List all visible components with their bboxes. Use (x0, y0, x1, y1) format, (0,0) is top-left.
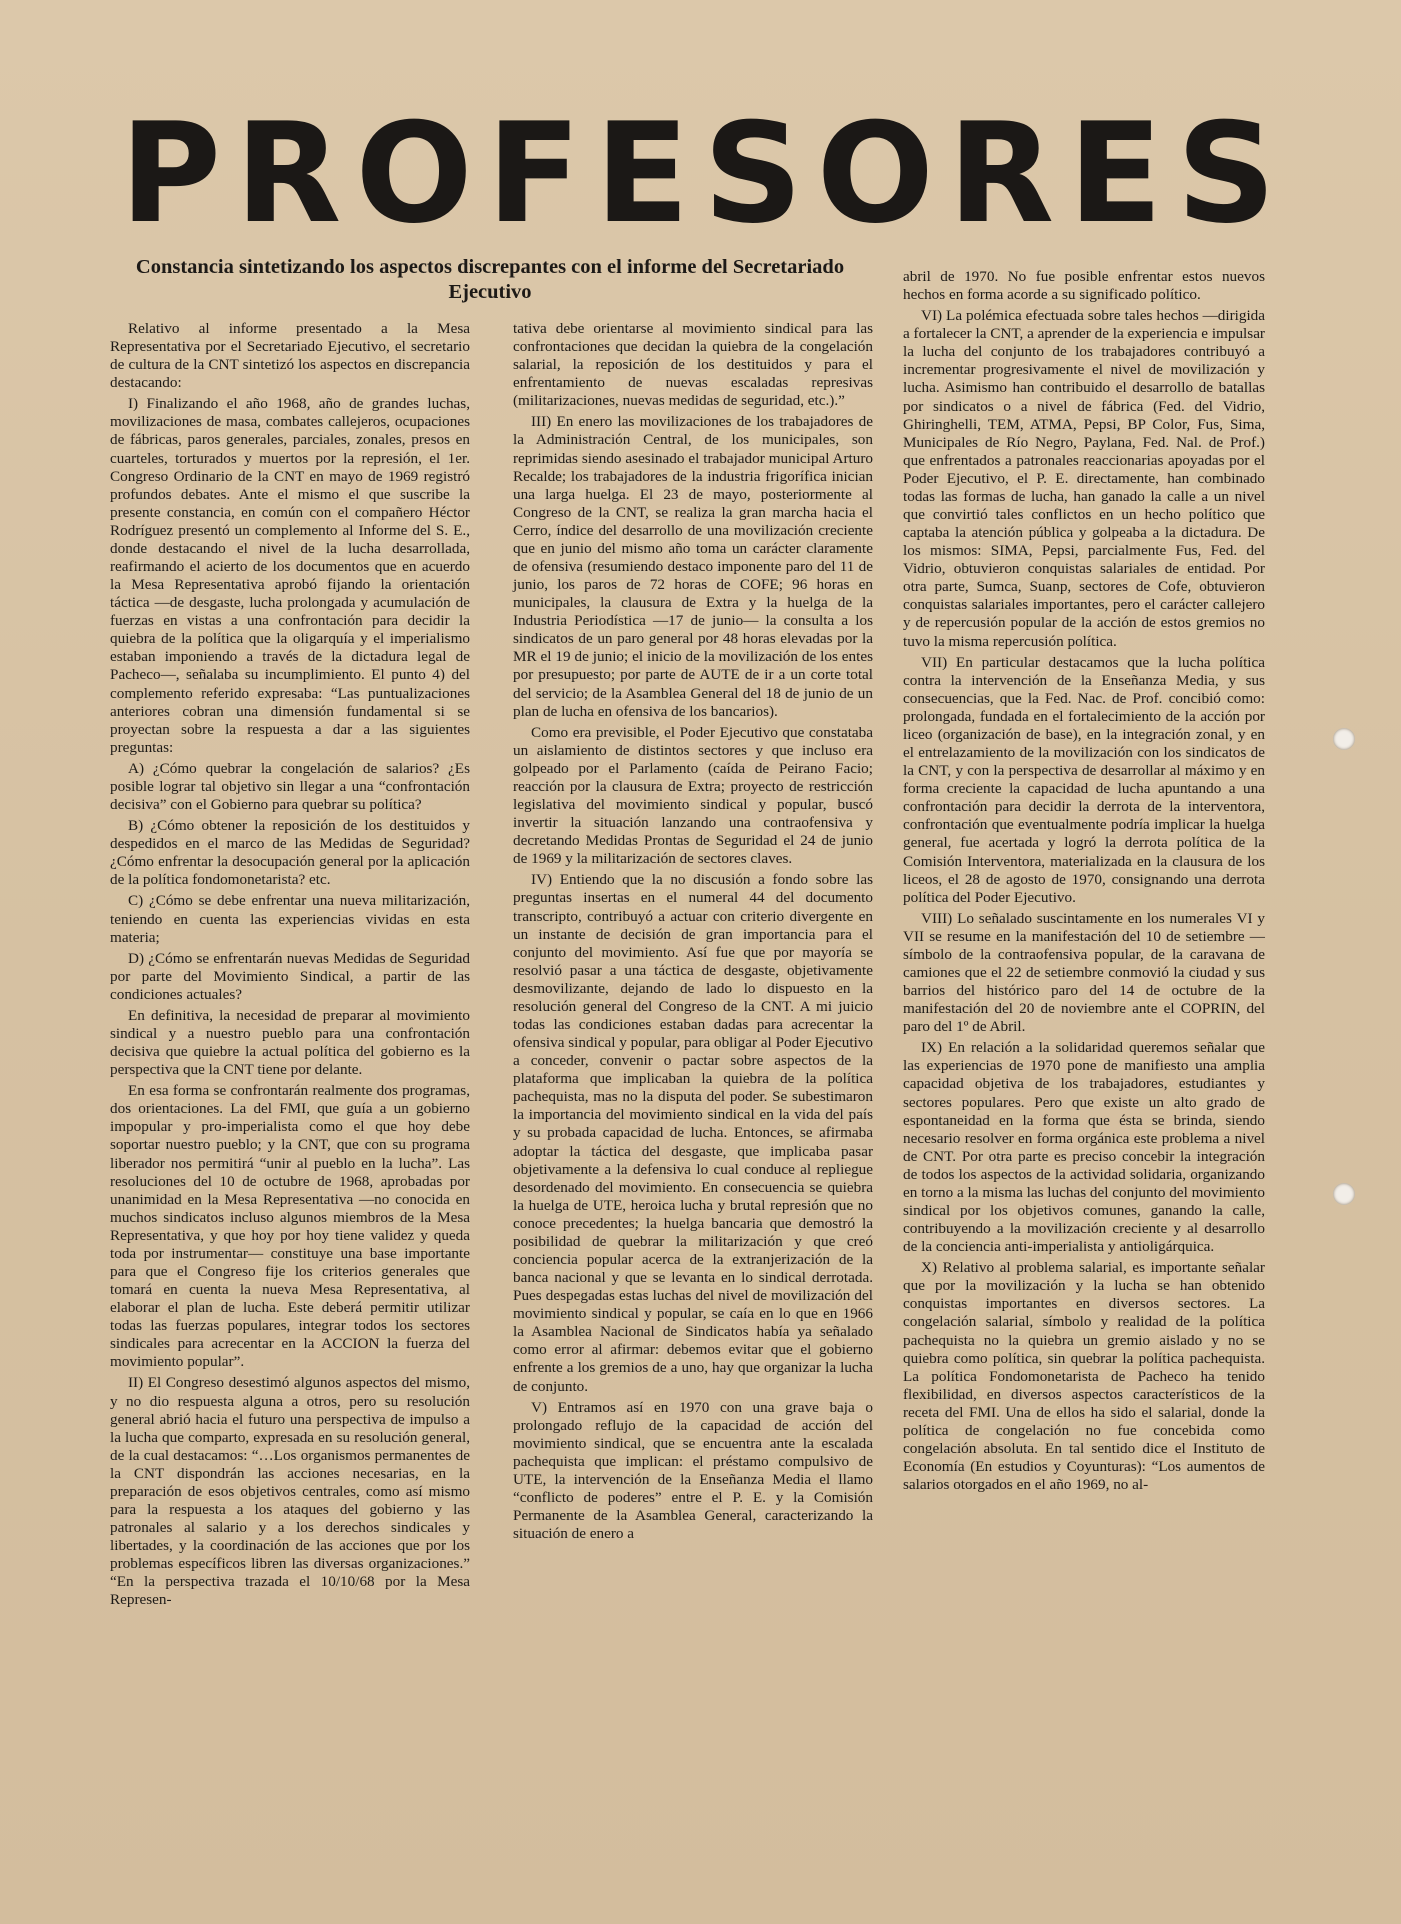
column-3 (903, 268, 1265, 1497)
column-2 (513, 320, 873, 1546)
paragraph: X) Relativo al problema salarial, es importante señalar que por la movilización y la lucha se han obtenido conquistas importantes en diversos sectores. La congelación salarial, símbolo y realidad de la política pachequista no la quiebra un gremio aislado y no se quiebra como política, sin quebrar la política pachequista. La política Fondomonetarista de Pacheco ha tenido flexibilidad, en diversos aspectos característicos de la receta del FMI. Una de ellos ha sido el salarial, donde la política de congelación no fue concebida como congelación absoluta. En tal sentido dice el Instituto de Economía (En estudios y Coyunturas): “Los aumentos de salarios otorgados en el año 1969, no al- (903, 1259, 1265, 1494)
paragraph: Como era previsible, el Poder Ejecutivo que constataba un aislamiento de distintos sectores y que incluso era golpeado por el Parlamento (caída de Peirano Facio; reacción por la clausura de Extra; proyecto de restricción legislativa del movimiento sindical y popular, buscó invertir la situación lanzando una contraofensiva y decretando Medidas Prontas de Seguridad el 24 de junio de 1969 y la militarización de sectores claves. (513, 723, 873, 868)
masthead-title: PROFESORES (120, 93, 1290, 254)
paragraph: II) El Congreso desestimó algunos aspectos del mismo, y no dio respuesta alguna a otros, pero su resolución general abrió hacia el futuro una perspectiva de impulso a la lucha que comparto, expresada en su resolución general, de la cual destacamos: “…Los organismos permanentes de la CNT dispondrán las acciones necesarias, en la preparación de esos objetivos centrales, como así mismo para la respuesta a los ataques del gobierno y las patronales al salario y a los derechos sindicales y libertades, y la coordinación de las acciones que por los problemas específicos libren las diversas organizaciones.” “En la perspectiva trazada el 10/10/68 por la Mesa Represen- (110, 1374, 470, 1609)
paragraph: En esa forma se confrontarán realmente dos programas, dos orientaciones. La del FMI, que guía a un gobierno impopular y pro-imperialista como el que hoy debe soportar nuestro pueblo; y la CNT, que con su programa liberador nos permitirá “unir al pueblo en la lucha”. Las resoluciones del 10 de octubre de 1968, aprobadas por unanimidad en la Mesa Representativa —no conocida en muchos sindicatos incluso algunos miembros de la Mesa Representativa, y que hoy por hoy tiene validez y queda toda por instrumentar— constituye una base importante para que el Congreso fije los criterios generales que tomará en cuenta la nueva Mesa Representativa, al elaborar el plan de lucha. Este deberá permitir utilizar todas las fuerzas populares, integrar todos los sectores sindicales para acrecentar en la ACCION la fuerza del movimiento popular”. (110, 1082, 470, 1371)
paragraph: abril de 1970. No fue posible enfrentar estos nuevos hechos en forma acorde a su significado político. (903, 268, 1265, 304)
paragraph: VII) En particular destacamos que la lucha política contra la intervención de la Enseñanza Media, y sus consecuencias, que la Fed. Nac. de Prof. concibió como: prolongada, fundada en el fortalecimiento de la acción por liceo (organización de base), en la integración zonal, y en el entrelazamiento de la movilización con los sindicatos de la CNT, y con la perspectiva de desarrollar al máximo y en forma creciente la capacidad de lucha apuntando a una confrontación para decidir la derrota de la interventora, confrontación que eventualmente podría implicar la huelga general, fue acertada y logró la derrota política de la Comisión Interventora, materializada en la clausura de los liceos, el 28 de agosto de 1970, consignando una derrota política del Poder Ejecutivo. (903, 653, 1265, 906)
paragraph: tativa debe orientarse al movimiento sindical para las confrontaciones que decidan la quiebra de la congelación salarial, la reposición de los destituidos y para el enfrentamiento de nuevas escaladas represivas (militarizaciones, nuevas medidas de seguridad, etc.).” (513, 320, 873, 410)
paragraph: C) ¿Cómo se debe enfrentar una nueva militarización, teniendo en cuenta las experiencias vividas en esta materia; (110, 892, 470, 946)
paragraph: VI) La polémica efectuada sobre tales hechos —dirigida a fortalecer la CNT, a aprender de la experiencia e impulsar la lucha del conjunto de los trabajadores contribuyó a incrementar progresivamente el nivel de movilización y lucha. Asimismo han contribuido el desarrollo de batallas por sindicatos o a nivel de fábrica (Fed. del Vidrio, Ghiringhelli, TEM, ATMA, Pepsi, BP Color, Fus, Sima, Municipales de Río Negro, Paylana, Fed. Nal. de Prof.) que enfrentados a patronales reaccionarias apoyadas por el Poder Ejecutivo, el P. E. directamente, han combinado todas las formas de lucha, han ganado la calle a un nivel que convirtió tales conflictos en un hecho político que captaba la atención pública y golpeaba a la dictadura. De los mismos: SIMA, Pepsi, parcialmente Fus, Fed. del Vidrio, obtuvieron conquistas salariales de entidad. Por otra parte, Sumca, Suanp, sectores de Cofe, obtuvieron conquistas salariales importantes, pero el carácter callejero y de repercusión popular de la acción de estos gremios no tuvo la misma repercusión política. (903, 307, 1265, 650)
column-1 (110, 320, 470, 1612)
punch-hole (1333, 728, 1355, 750)
paragraph: IV) Entiendo que la no discusión a fondo sobre las preguntas insertas en el numeral 44 del documento transcripto, contribuyó a actuar con criterio divergente en un instante de decisión de gran importancia para el conjunto del movimiento. Así fue que por mayoría se resolvió pasar a una táctica de desgaste, objetivamente desmovilizante, dejando de lado lo dispuesto en la resolución general del Congreso de la CNT. A mi juicio todas las condiciones estaban dadas para acrecentar la ofensiva sindical y popular, para obligar al Poder Ejecutivo a conceder, convenir o pactar sobre aspectos de la plataforma que implicaban la quiebra de la política pachequista, mas no la disputa del poder. Se subestimaron la importancia del movimiento sindical en la vida del país y su probada capacidad de lucha. Entonces, se afirmaba adoptar la táctica del desgaste, que implicaba pasar objetivamente a la defensiva lo cual conduce al repliegue desordenado del movimiento. En consecuencia se quiebra la huelga de UTE, heroica lucha y brutal represión que no conoce precedentes; la huelga bancaria que demostró la posibilidad de quebrar la militarización y que creó conciencia popular acerca de la extranjerización de la banca nacional y que se levanta en lo sindical derrotada. Pues despegadas estas luchas del nivel de movilización del movimiento sindical y popular, se caía en lo que en 1966 la Asamblea Nacional de Sindicatos había ya señalado como error al afirmar: debemos evitar que el gobierno enfrente a los gremios de a uno, hay que organizar la lucha de conjunto. (513, 871, 873, 1395)
paragraph: B) ¿Cómo obtener la reposición de los destituidos y despedidos en el marco de las Medidas de Seguridad? ¿Cómo enfrentar la desocupación general por la aplicación de la política fondomonetarista? etc. (110, 817, 470, 889)
paragraph: A) ¿Cómo quebrar la congelación de salarios? ¿Es posible lograr tal objetivo sin llegar a una “confrontación decisiva” con el Gobierno para quebrar su política? (110, 759, 470, 814)
paragraph: En definitiva, la necesidad de preparar al movimiento sindical y a nuestro pueblo para una confrontación decisiva que quiebre la actual política del gobierno es la perspectiva que la CNT tiene por delante. (110, 1006, 470, 1079)
paragraph: V) Entramos así en 1970 con una grave baja o prolongado reflujo de la capacidad de acción del movimiento sindical, que se encuentra ante la escalada pachequista que implican: el préstamo compulsivo de UTE, la intervención de la Enseñanza Media el llamo “conflicto de poderes” entre el P. E. y la Comisión Permanente de la Asamblea General, caracterizando la situación de enero a (513, 1398, 873, 1543)
paragraph: VIII) Lo señalado suscintamente en los numerales VI y VII se resume en la manifestación del 10 de setiembre —símbolo de la contraofensiva popular, de la caravana de camiones que el 22 de setiembre conmovió la ciudad y sus barrios del histórico paro del 14 de octubre de la manifestación del 20 de noviembre ante el COPRIN, del paro del 1º de Abril. (903, 909, 1265, 1036)
paragraph: Relativo al informe presentado a la Mesa Representativa por el Secretariado Ejecutivo, el secretario de cultura de la CNT sintetizó los aspectos en discrepancia destacando: (110, 320, 470, 392)
paragraph: D) ¿Cómo se enfrentarán nuevas Medidas de Seguridad por parte del Movimiento Sindical, a partir de las condiciones actuales? (110, 949, 470, 1003)
paragraph: III) En enero las movilizaciones de los trabajadores de la Administración Central, de los municipales, son reprimidas siendo asesinado el trabajador municipal Arturo Recalde; los trabajadores de la industria frigorífica inician una larga huelga. El 23 de mayo, posteriormente al Congreso de la CNT, se realiza la gran marcha hacia el Cerro, índice del desarrollo de una movilización creciente que en junio del mismo año toma un carácter claramente de ofensiva (resumiendo destaco imponente paro del 11 de junio, los paros de 72 horas de COFE; 96 horas en municipales, la clausura de Extra y la huelga de la Industria Periodística —17 de junio— la consulta a los sindicatos de un paro general por 48 horas elevadas por la MR el 19 de junio; el inicio de la movilización de los entes por presupuesto; por parte de AUTE de ir a un corte total del servicio; de la Asamblea General del 18 de junio de un plan de lucha en ofensiva de los bancarios). (513, 413, 873, 720)
paragraph: I) Finalizando el año 1968, año de grandes luchas, movilizaciones de masa, combates callejeros, ocupaciones de fábricas, paros generales, parciales, zonales, presos en cuarteles, torturados y muertos por la represión, el 1er. Congreso Ordinario de la CNT en mayo de 1969 registró profundos debates. Ante el mismo el que suscribe la presente constancia, en común con el compañero Héctor Rodríguez presentó un complemento al Informe del S. E., donde destacando el nivel de la lucha desarrollada, reafirmando el acierto de los documentos que en acuerdo la Mesa Representativa aprobó fijando la orientación táctica —de desgaste, lucha prolongada y acumulación de fuerzas en vistas a una confrontación para decidir la quiebra de la política que la oligarquía y el imperialismo estaban imponiendo a través de la dictadura legal de Pacheco—, señalaba su incumplimiento. El punto 4) del complemento referido expresaba: “Las puntualizaciones anteriores cobran una dimensión fundamental si se proyectan sobre la respuesta a dar a las siguientes preguntas: (110, 395, 470, 756)
punch-hole (1333, 1183, 1355, 1205)
paragraph: IX) En relación a la solidaridad queremos señalar que las experiencias de 1970 pone de manifiesto una amplia capacidad objetiva de los trabajadores, estudiantes y sectores populares. Pero que existe un alto grado de espontaneidad en la forma que ésta se brinda, siendo necesario resolver en forma orgánica este problema a nivel de CNT. Por otra parte es preciso concebir la integración de todos los aspectos de la actividad solidaria, organizando en torno a la misma las luchas del conjunto del movimiento sindical por los objetivos comunes, ganando la calle, contribuyendo a la movilización creciente y al desarrollo de la conciencia anti-imperialista y antioligárquica. (903, 1039, 1265, 1256)
article-subtitle: Constancia sintetizando los aspectos discrepantes con el informe del Secretariado Ejecutivo (135, 256, 845, 303)
